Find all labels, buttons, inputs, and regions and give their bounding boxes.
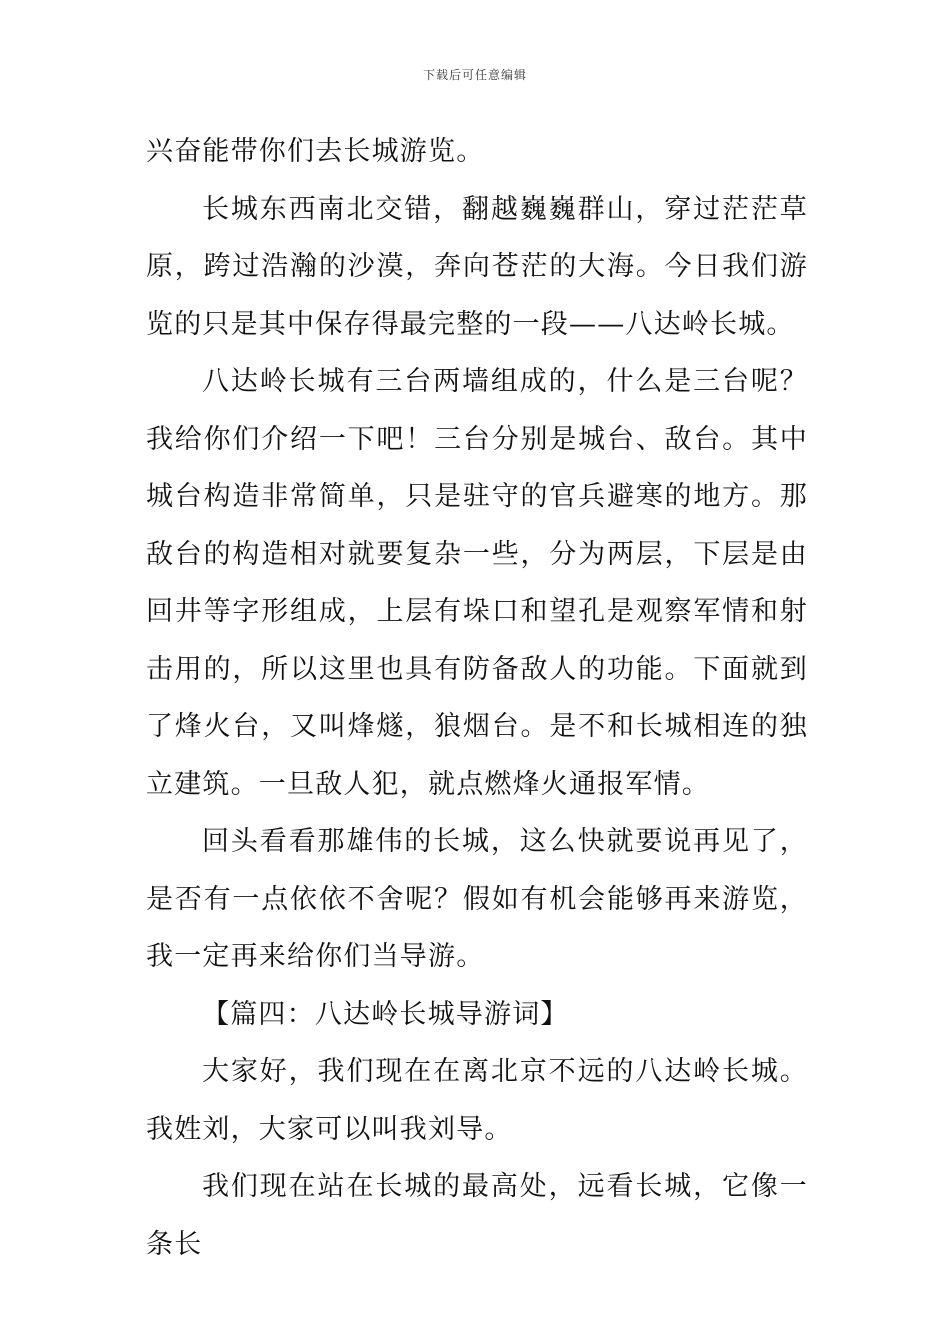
- paragraph-6: 我们现在站在长城的最高处，远看长城，它像一条长: [146, 1171, 808, 1260]
- paragraph-1: 兴奋能带你们去长城游览。: [146, 136, 485, 167]
- page-header: 下载后可任意编辑: [422, 68, 527, 82]
- paragraph-5: 大家好，我们现在在离北京不远的八达岭长城。我姓刘，大家可以叫我刘导。: [146, 1056, 808, 1145]
- document-body: [146, 123, 808, 1273]
- paragraph-2: 长城东西南北交错，翻越巍巍群山，穿过茫茫草原，跨过浩瀚的沙漠，奔向苍茫的大海。今日我们游览的只是其中保存得最完整的一段——八达岭长城。: [146, 193, 808, 340]
- paragraph-3: 八达岭长城有三台两墙组成的，什么是三台呢？我给你们介绍一下吧！三台分别是城台、敌台。其中城台构造非常简单，只是驻守的官兵避寒的地方。那敌台的构造相对就要复杂一些，分为两层，下层是由回井等字形组成，上层有垛口和望孔是观察军情和射击用的，所以这里也具有防备敌人的功能。下面就到了烽火台，又叫烽燧，狼烟台。是不和长城相连的独立建筑。一旦敌人犯，就点燃烽火通报军情。: [146, 366, 808, 800]
- section-heading: 【篇四：八达岭长城导游词】: [202, 998, 569, 1030]
- paragraph-4: 回头看看那雄伟的长城，这么快就要说再见了，是否有一点依依不舍呢？假如有机会能够再来游览，我一定再来给你们当导游。: [146, 826, 808, 972]
